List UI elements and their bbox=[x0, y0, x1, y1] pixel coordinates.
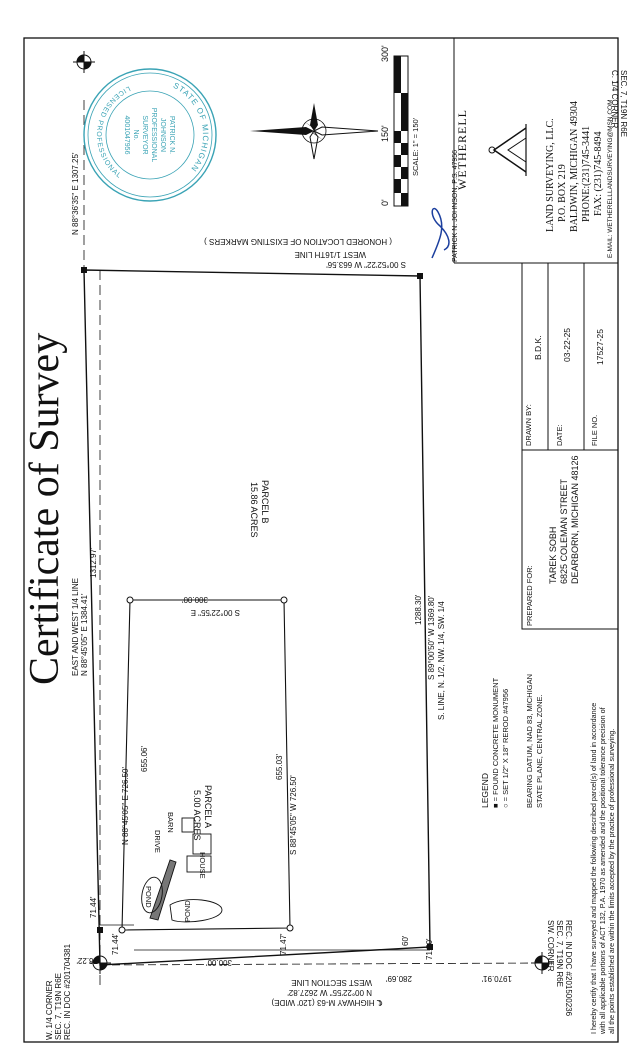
dimension: 71.44' bbox=[89, 896, 98, 918]
dimension: 71.44' bbox=[111, 933, 120, 955]
pond-label: POND bbox=[144, 886, 153, 908]
client-name: TAREK SOBH bbox=[548, 526, 558, 584]
seal-surname: JOHNSON bbox=[159, 117, 166, 153]
parcel-a-south-bearing: S 88°45'05" W 726.50' bbox=[289, 775, 298, 855]
south-dim: 1288.30' bbox=[414, 594, 423, 625]
legend-item: ■ = FOUND CONCRETE MONUMENT bbox=[491, 677, 500, 808]
svg-text:SW. CORNER SEC. 7, T19N bbox=[546, 920, 573, 1017]
corner-label: W. 1/4 CORNER bbox=[45, 980, 54, 1040]
found-monument bbox=[97, 927, 103, 933]
dimension: 71.50' bbox=[425, 938, 434, 960]
certification-line: I hereby certify that I have surveyed and mapped the following described parcel(s) of land in accordance bbox=[589, 702, 598, 1034]
set-rerod bbox=[287, 925, 293, 931]
parcel-a-area: 5.00 ACRES bbox=[192, 790, 202, 841]
bearing-datum: STATE PLANE, CENTRAL ZONE. bbox=[535, 694, 544, 808]
west-label: WEST SECTION LINE bbox=[291, 978, 372, 987]
east-bearing: S 00°52'22" W 663.56' bbox=[326, 260, 406, 269]
dimension: 280.69' bbox=[386, 974, 412, 983]
signature-icon bbox=[432, 209, 449, 258]
monuments bbox=[81, 267, 433, 950]
legend bbox=[480, 674, 544, 808]
date-value: 03-22-25 bbox=[562, 327, 572, 362]
parcel-a-east-bearing: S 00°22'55" E bbox=[190, 608, 240, 617]
scale-tick: 0' bbox=[380, 199, 390, 206]
set-rerod bbox=[119, 927, 125, 933]
client-city: DEARBORN, MICHIGAN 48126 bbox=[570, 455, 580, 584]
legend-item: ○ = SET 1/2" X 18" REROD #47956 bbox=[501, 688, 510, 808]
title-block-text bbox=[524, 328, 605, 626]
corner-label: SEC. 7, T19N R6E bbox=[555, 920, 564, 987]
east-note: ( HONORED LOCATION OF EXISTING MARKERS ) bbox=[204, 237, 392, 246]
parcel-b-name: PARCEL B bbox=[260, 480, 270, 524]
found-monument bbox=[81, 267, 87, 273]
set-rerod bbox=[281, 597, 287, 603]
corner-label: REC. IN DOC #201500236 bbox=[564, 920, 573, 1017]
east-label: WEST 1/16TH LINE bbox=[294, 250, 366, 259]
seal-ring-text: STATE OF MICHIGAN bbox=[171, 80, 211, 174]
north-dim: 1312.97' bbox=[89, 547, 98, 578]
house-label: HOUSE bbox=[198, 852, 207, 879]
surveyor-name: PATRICK N. JOHNSON, P.S. 47956 bbox=[452, 149, 459, 262]
certification-line: all the points established are within the limits accepted by the practice of professional surveying. bbox=[607, 728, 616, 1034]
corner-symbol-icon bbox=[73, 51, 95, 73]
drive-label: DRIVE bbox=[153, 830, 162, 853]
corner-label: SEC. 7, T19N R6E bbox=[619, 70, 628, 137]
corner-label: REC. IN DOC #201704381 bbox=[63, 943, 72, 1040]
client-street: 6825 COLEMAN STREET bbox=[559, 478, 569, 584]
company-logo-name: WETHERELL bbox=[455, 109, 469, 190]
parcel-a-east-dim: 300.00' bbox=[182, 595, 208, 604]
company-name: LAND SURVEYING, LLC. bbox=[545, 118, 556, 232]
seal-number: 4001047956 bbox=[123, 115, 130, 155]
south-label: S. LINE, N. 1/2, NW. 1/4, SW. 1/4 bbox=[437, 601, 446, 720]
pond-outline bbox=[170, 900, 222, 922]
section-corner-symbols bbox=[73, 51, 553, 974]
scale-tick: 150' bbox=[380, 125, 390, 142]
seal-name: PATRICK N. bbox=[168, 115, 175, 155]
dimension: 76.22' bbox=[76, 956, 98, 965]
parcel-labels bbox=[192, 480, 270, 841]
found-monument bbox=[417, 273, 423, 279]
seal-title: SURVEYOR bbox=[141, 115, 148, 155]
ew-quarter-label: EAST AND WEST 1/4 LINE bbox=[71, 578, 80, 676]
parcel-a-north-dim: 655.06' bbox=[140, 746, 149, 772]
seal-no-label: No. bbox=[132, 129, 139, 141]
parcel-b-area: 15.86 ACRES bbox=[249, 482, 259, 538]
company-logo-icon bbox=[489, 124, 526, 176]
prepared-for-label: PREPARED FOR: bbox=[525, 565, 534, 626]
corner-label: C. 1/4 CORNER bbox=[610, 70, 619, 129]
company-fax: FAX: (231)745-8494 bbox=[593, 131, 604, 216]
parcel-a-west-dim: 300.00' bbox=[206, 958, 232, 967]
sheet-border bbox=[24, 38, 618, 1042]
file-no-label: FILE NO. bbox=[590, 414, 599, 446]
set-rerod bbox=[127, 597, 133, 603]
svg-text:STATE OF MICHIGAN bbox=[172, 81, 210, 174]
file-no-value: 17527-25 bbox=[595, 329, 605, 365]
scale-bar bbox=[380, 45, 420, 206]
north-bearing: N 88°36'35" E 1307.25' bbox=[71, 152, 80, 235]
certification-line: with all applicable portions of ACT 132, P.A. 1970 as amended and the positional tolerance precision of bbox=[598, 707, 607, 1034]
pond-label: POND bbox=[183, 900, 192, 922]
drawn-by-value: B.D.K. bbox=[533, 335, 543, 360]
company-block bbox=[455, 99, 614, 258]
south-bearing: S 89°00'50" W 1369.80' bbox=[427, 595, 436, 680]
seal-ring-text: LICENSED PROFESSIONAL bbox=[94, 84, 132, 181]
barn-label: BARN bbox=[166, 812, 175, 833]
corner-label: SEC. 7, T19N R6E bbox=[54, 973, 63, 1040]
scale-tick: 300' bbox=[380, 45, 390, 62]
corner-label: SW. CORNER bbox=[546, 920, 555, 972]
company-phone: PHONE:(231)745-3441 bbox=[581, 125, 592, 222]
parcel-a-north-bearing: N 88°45'05" E 726.50' bbox=[121, 766, 130, 845]
drawn-by-label: DRAWN BY: bbox=[524, 404, 533, 446]
legend-heading: LEGEND bbox=[480, 773, 490, 808]
certification bbox=[589, 703, 616, 1035]
parcel-a-south-dim: 655.03' bbox=[275, 754, 284, 780]
company-email: E-MAIL: WETHERELLLANDSURVEYING@MSN.COM bbox=[607, 99, 614, 258]
boundary bbox=[84, 100, 540, 990]
corner-labels bbox=[45, 70, 628, 1040]
west-bearing: N 00°22'55" W 2627.82' bbox=[287, 988, 372, 997]
bearing-datum: BEARING DATUM, NAD 83, MICHIGAN bbox=[525, 673, 534, 808]
page-title: Certificate of Survey bbox=[22, 332, 68, 685]
professional-seal bbox=[84, 69, 216, 201]
dimension: 71.47' bbox=[279, 933, 288, 955]
date-label: DATE: bbox=[555, 424, 564, 446]
svg-text:W. 1/4 CORNER SEC. 7, T1 bbox=[45, 943, 72, 1040]
company-city: BALDWIN, MICHIGAN 49304 bbox=[569, 101, 580, 232]
dimension: 1970.91' bbox=[481, 974, 512, 983]
highway-label: ℄ HIGHWAY M-63 (120' WIDE) bbox=[271, 998, 382, 1007]
north-arrow-icon bbox=[250, 103, 378, 159]
ew-quarter-bearing: N 88°45'05" E 1384.41' bbox=[80, 593, 89, 676]
seal-title: PROFESSIONAL bbox=[150, 107, 157, 163]
dimension: 60' bbox=[401, 935, 410, 946]
scale-label: SCALE: 1" = 150' bbox=[411, 117, 420, 176]
company-address: P.O. BOX 219 bbox=[557, 164, 568, 222]
parcel-a-name: PARCEL A bbox=[203, 785, 213, 829]
